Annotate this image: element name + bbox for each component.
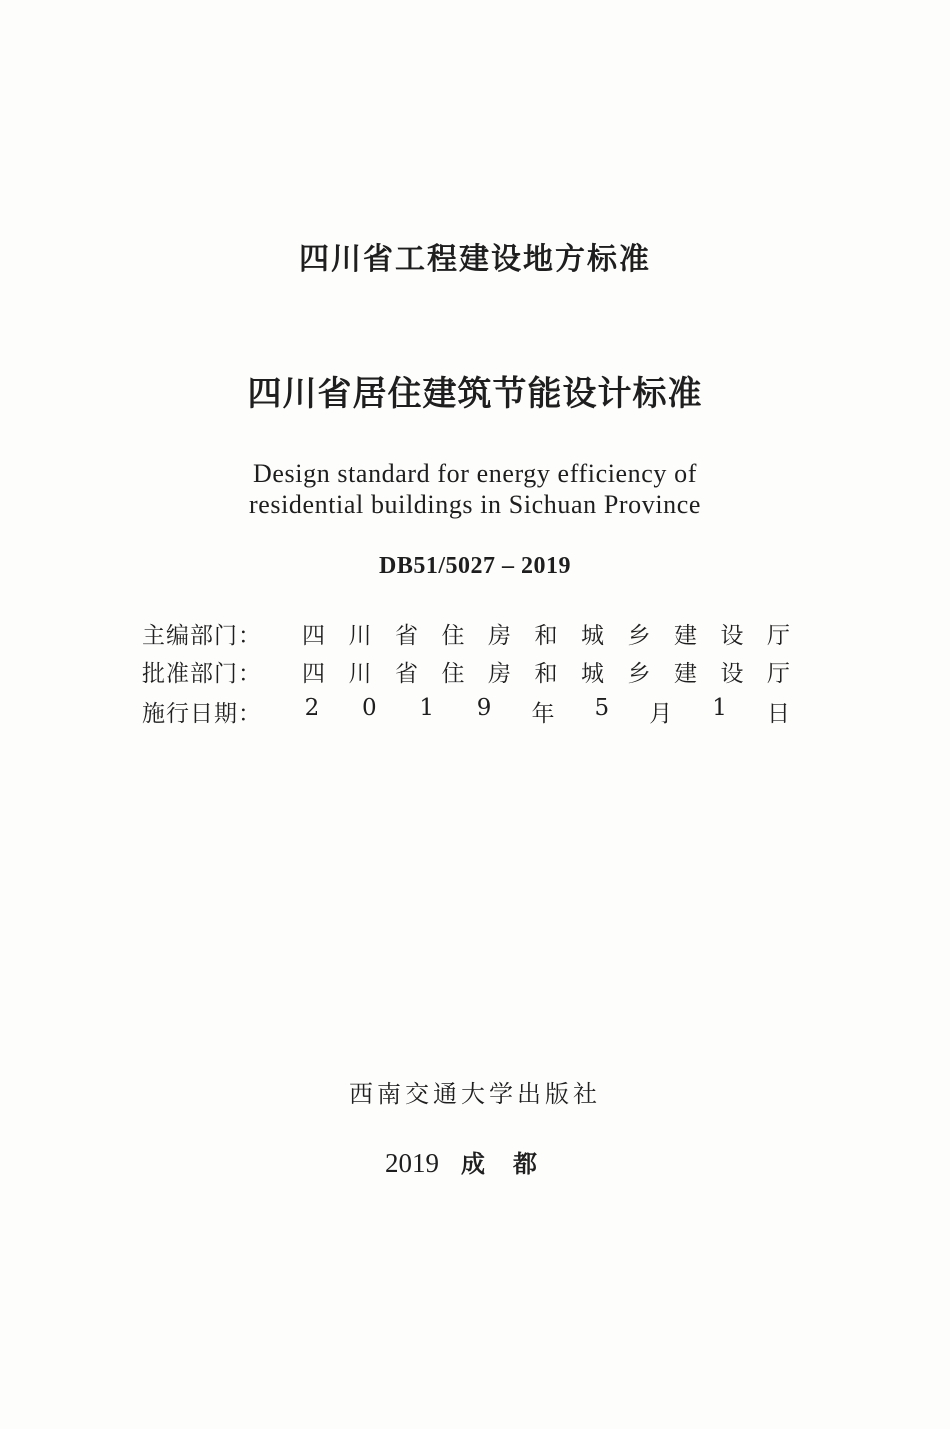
info-value	[302, 655, 802, 688]
info-row-approver	[142, 652, 802, 690]
info-label: 批准部门：	[142, 660, 262, 687]
info-char: 年	[531, 700, 555, 727]
info-char: 厅	[767, 660, 790, 687]
info-char: 1	[419, 694, 435, 721]
info-char: 建	[674, 622, 697, 649]
info-char: 住	[441, 622, 465, 649]
info-value	[302, 695, 802, 728]
info-char: 厅	[767, 622, 790, 649]
publisher-name: 西南交通大学出版社	[349, 1080, 601, 1108]
info-char: 0	[362, 694, 377, 721]
info-char: 城	[581, 622, 604, 649]
info-char: 四	[302, 622, 325, 649]
info-row-editor	[142, 614, 802, 652]
info-label: 主编部门：	[142, 622, 262, 649]
info-char: 日	[767, 700, 790, 727]
info-char: 住	[441, 660, 465, 687]
info-char: 建	[674, 660, 697, 687]
publication-place	[0, 1145, 950, 1182]
info-char: 9	[476, 694, 492, 721]
info-char: 省	[395, 622, 418, 649]
info-char: 5	[594, 694, 610, 721]
series-title: 四川省工程建设地方标准	[299, 242, 651, 277]
info-char: 四	[302, 660, 325, 687]
publication-year: 2019	[385, 1148, 439, 1178]
info-label: 施行日期：	[142, 700, 262, 727]
info-row-effective-date	[142, 692, 802, 730]
info-block	[142, 614, 802, 727]
info-char: 川	[348, 622, 372, 649]
info-char: 2	[304, 694, 320, 721]
english-title-line-2: residential buildings in Sichuan Province	[248, 490, 702, 519]
info-char: 城	[581, 660, 604, 687]
info-char: 月	[649, 700, 673, 727]
info-char: 和	[534, 622, 558, 649]
info-char: 设	[720, 622, 744, 649]
info-char: 乡	[627, 660, 651, 687]
document-title-chinese: 四川省居住建筑节能设计标准	[247, 374, 703, 414]
info-char: 省	[395, 660, 418, 687]
info-char: 和	[534, 660, 558, 687]
info-char: 房	[488, 660, 511, 687]
publication-city: 成都	[461, 1150, 565, 1178]
info-char: 乡	[627, 622, 651, 649]
info-value	[302, 617, 802, 650]
english-title-line-1: Design standard for energy efficiency of	[253, 459, 697, 488]
document-title-english	[0, 458, 950, 520]
info-char: 房	[488, 622, 511, 649]
info-char: 川	[348, 660, 372, 687]
info-char: 设	[720, 660, 744, 687]
standard-code: DB51/5027 – 2019	[378, 553, 571, 579]
info-char: 1	[712, 694, 727, 721]
